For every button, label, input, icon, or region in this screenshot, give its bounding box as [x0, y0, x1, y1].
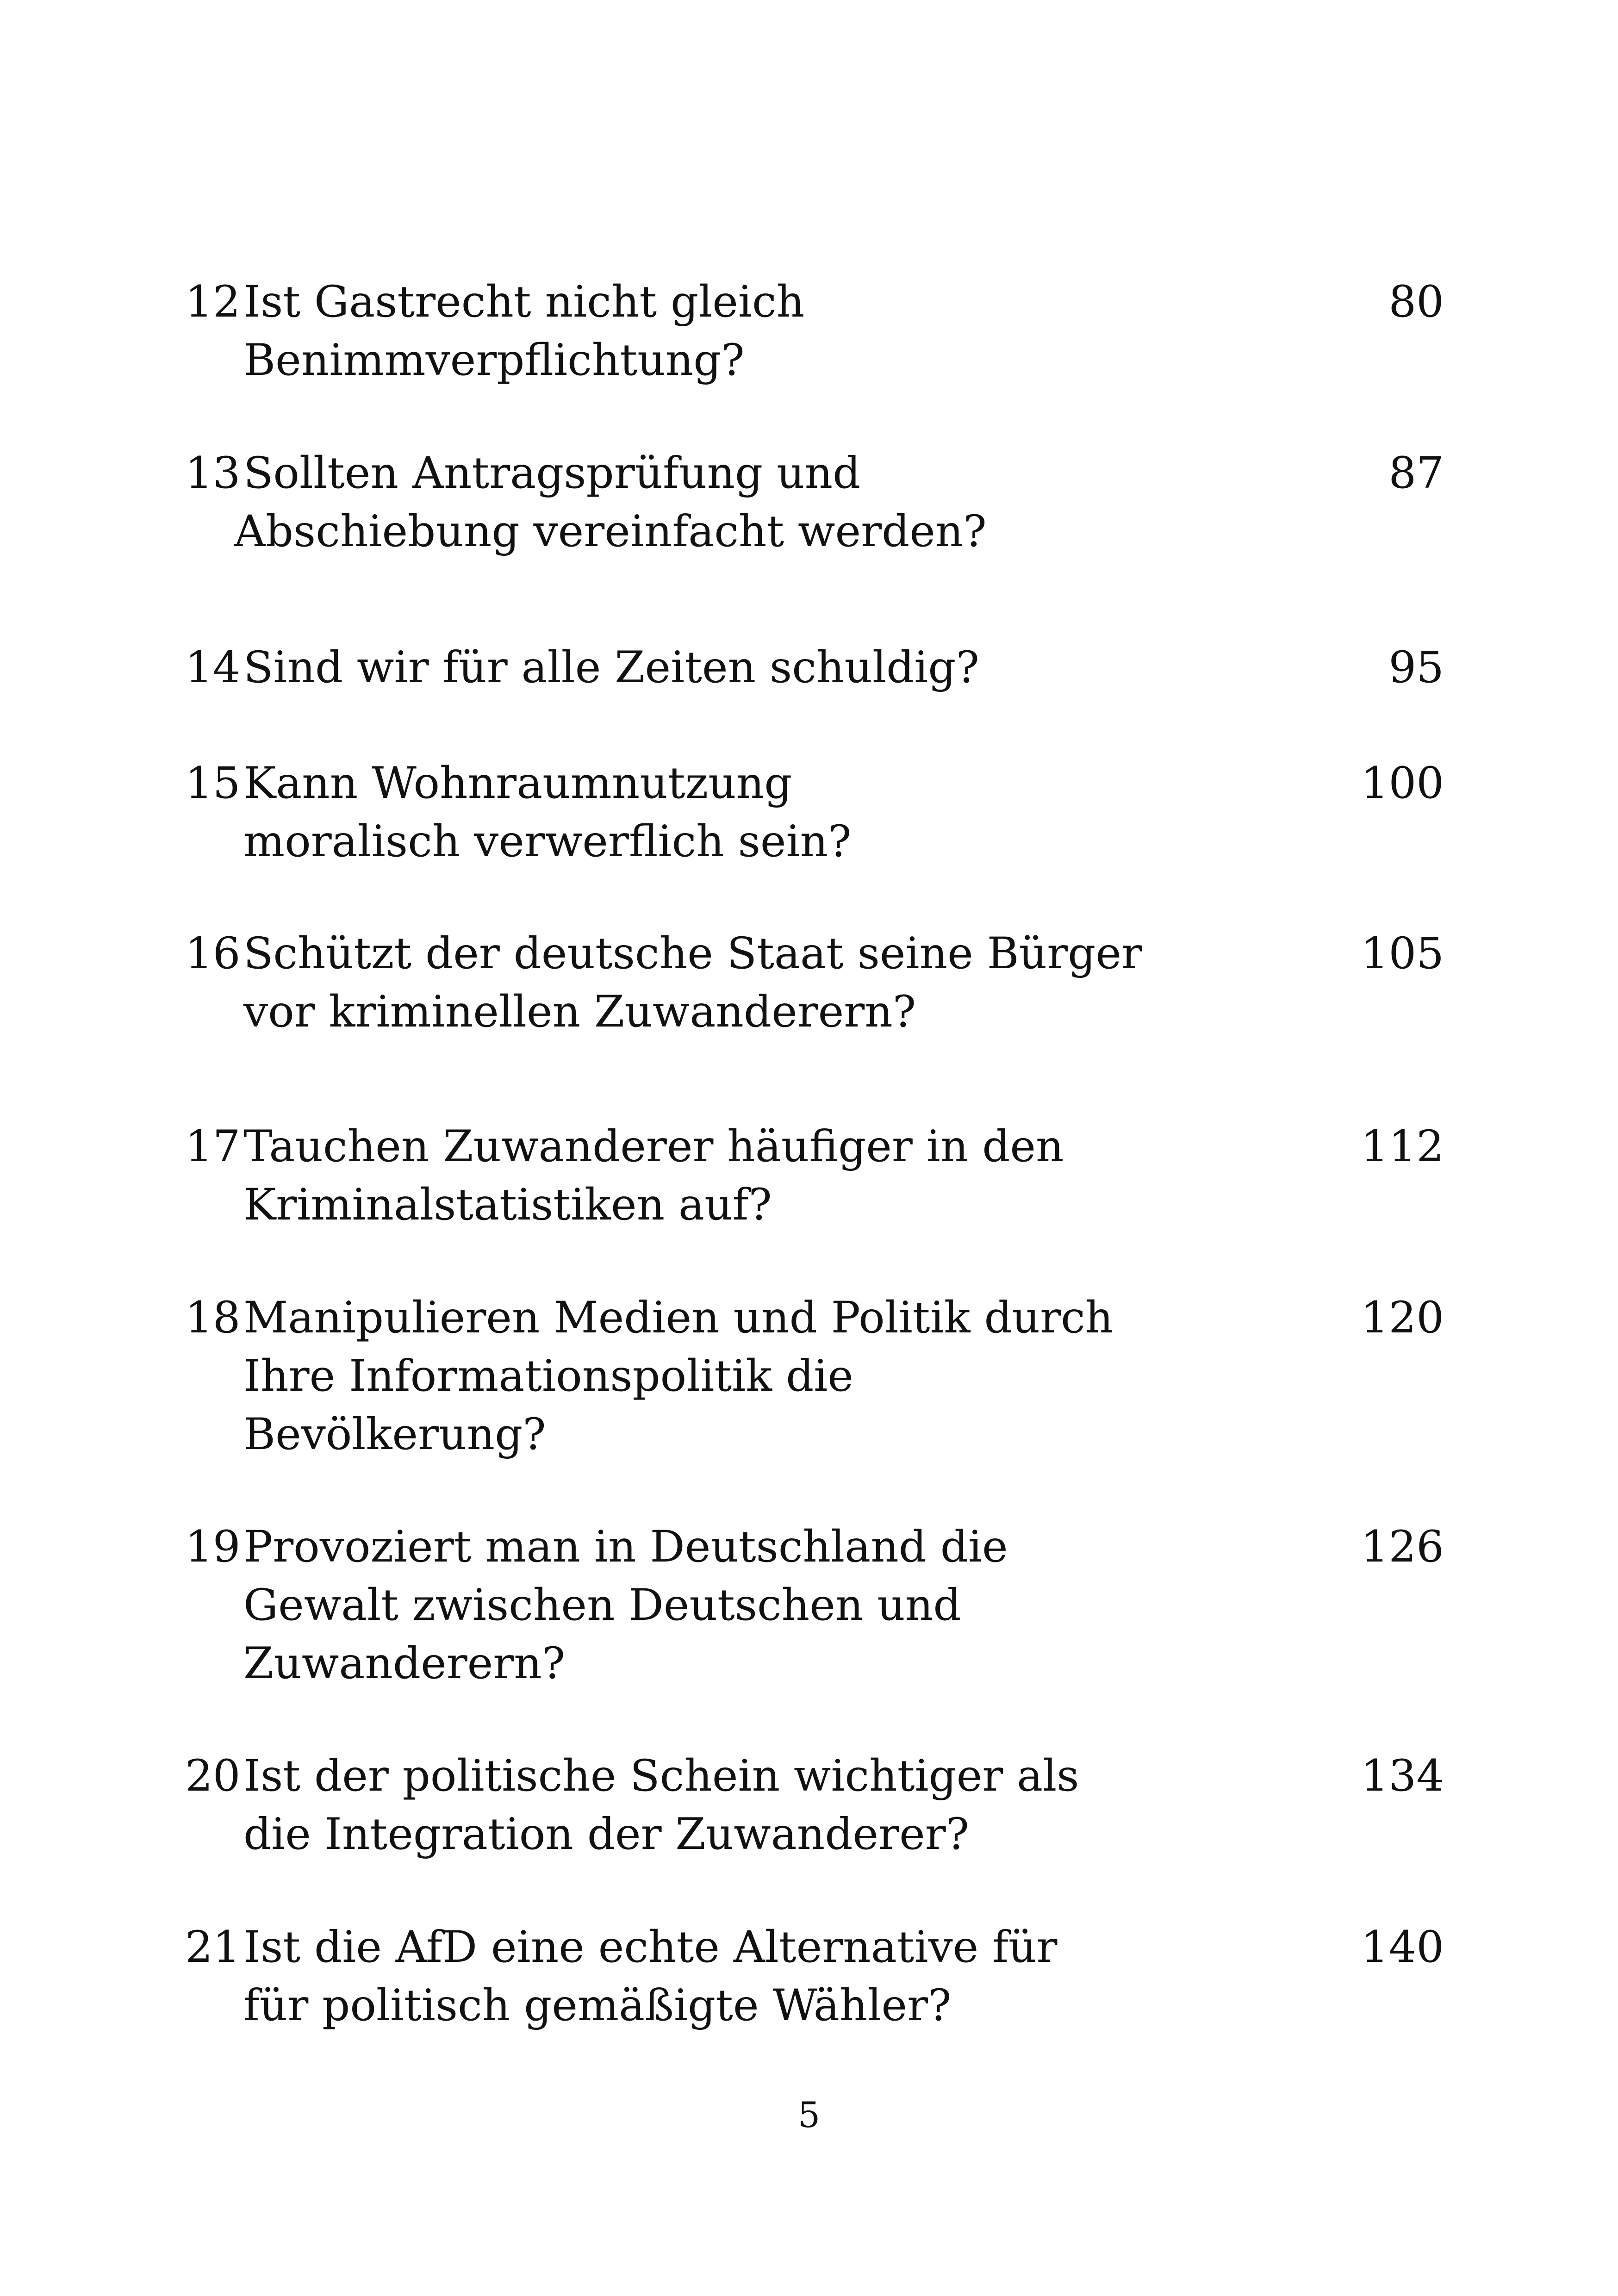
entry-title-line: Tauchen Zuwanderer häufiger in den [243, 1121, 1064, 1172]
entry-title [243, 1518, 1262, 1693]
entry-page-number: 126 [1361, 1522, 1444, 1572]
entry-number: 21 [185, 1922, 241, 1972]
entry-number: 19 [185, 1522, 241, 1572]
entry-title-line: für politisch gemäßigte Wähler? [243, 1980, 952, 2031]
entry-page-number: 140 [1361, 1922, 1444, 1972]
entry-number: 14 [185, 642, 241, 693]
entry-title [243, 1747, 1262, 1864]
toc-entry-14 [185, 639, 1444, 697]
entry-page-number: 100 [1361, 758, 1444, 809]
entry-title-line: Benimmverpflichtung? [243, 335, 745, 386]
entry-number: 13 [185, 448, 241, 498]
entry-number: 20 [185, 1751, 241, 1801]
entry-title-line: Kriminalstatistiken auf? [243, 1180, 772, 1230]
page-number: 5 [797, 2094, 821, 2135]
toc-entry-19 [185, 1518, 1444, 1693]
entry-page-number: 120 [1361, 1293, 1444, 1343]
entry-title [243, 925, 1262, 1041]
entry-page-number: 87 [1388, 448, 1444, 498]
entry-title [243, 273, 1262, 390]
entry-number: 12 [185, 277, 241, 327]
entry-title-line: Manipulieren Medien und Politik durch [243, 1293, 1114, 1343]
entry-title-line: Zuwanderern? [243, 1638, 566, 1689]
entry-page-number: 134 [1361, 1751, 1444, 1801]
entry-title-line: moralisch verwerflich sein? [243, 816, 852, 867]
entry-number: 17 [185, 1121, 241, 1172]
entry-title [234, 444, 1262, 561]
entry-title-line: Sollten Antragsprüfung und [243, 448, 861, 498]
toc-entry-13 [185, 444, 1444, 561]
toc-entry-16 [185, 925, 1444, 1041]
entry-title [243, 1918, 1262, 2035]
entry-page-number: 105 [1361, 928, 1444, 979]
entry-title-line: die Integration der Zuwanderer? [243, 1809, 970, 1860]
entry-title [243, 1118, 1262, 1234]
entry-title-line: Gewalt zwischen Deutschen und [243, 1580, 961, 1630]
entry-title-line: Ist die AfD eine echte Alternative für [243, 1922, 1058, 1972]
entry-title-line: Ist Gastrecht nicht gleich [243, 277, 805, 327]
entry-title [243, 754, 1262, 871]
entry-number: 18 [185, 1293, 241, 1343]
entry-page-number: 95 [1388, 642, 1444, 693]
toc-entry-21 [185, 1918, 1444, 2035]
entry-title-line: Bevölkerung? [243, 1409, 546, 1460]
entry-page-number: 112 [1361, 1121, 1444, 1172]
entry-title-line: Ist der politische Schein wichtiger als [243, 1751, 1079, 1801]
toc-entry-17 [185, 1118, 1444, 1234]
entry-number: 15 [185, 758, 241, 809]
entry-title-line: Abschiebung vereinfacht werden? [234, 506, 987, 557]
entry-number: 16 [185, 928, 241, 979]
entry-title-line: Provoziert man in Deutschland die [243, 1522, 1008, 1572]
entry-title [243, 1289, 1262, 1464]
toc-entry-18 [185, 1289, 1444, 1464]
entry-page-number: 80 [1388, 277, 1444, 327]
toc-entry-20 [185, 1747, 1444, 1864]
toc-entry-12 [185, 273, 1444, 390]
entry-title-line: Kann Wohnraumnutzung [243, 758, 792, 809]
entry-title-line: vor kriminellen Zuwanderern? [243, 987, 916, 1037]
entry-title-line: Ihre Informationspolitik die [243, 1351, 853, 1401]
entry-title-line: Schützt der deutsche Staat seine Bürger [243, 928, 1142, 979]
entry-title-line: Sind wir für alle Zeiten schuldig? [243, 642, 979, 693]
entry-title [243, 639, 1262, 697]
toc-entry-15 [185, 754, 1444, 871]
